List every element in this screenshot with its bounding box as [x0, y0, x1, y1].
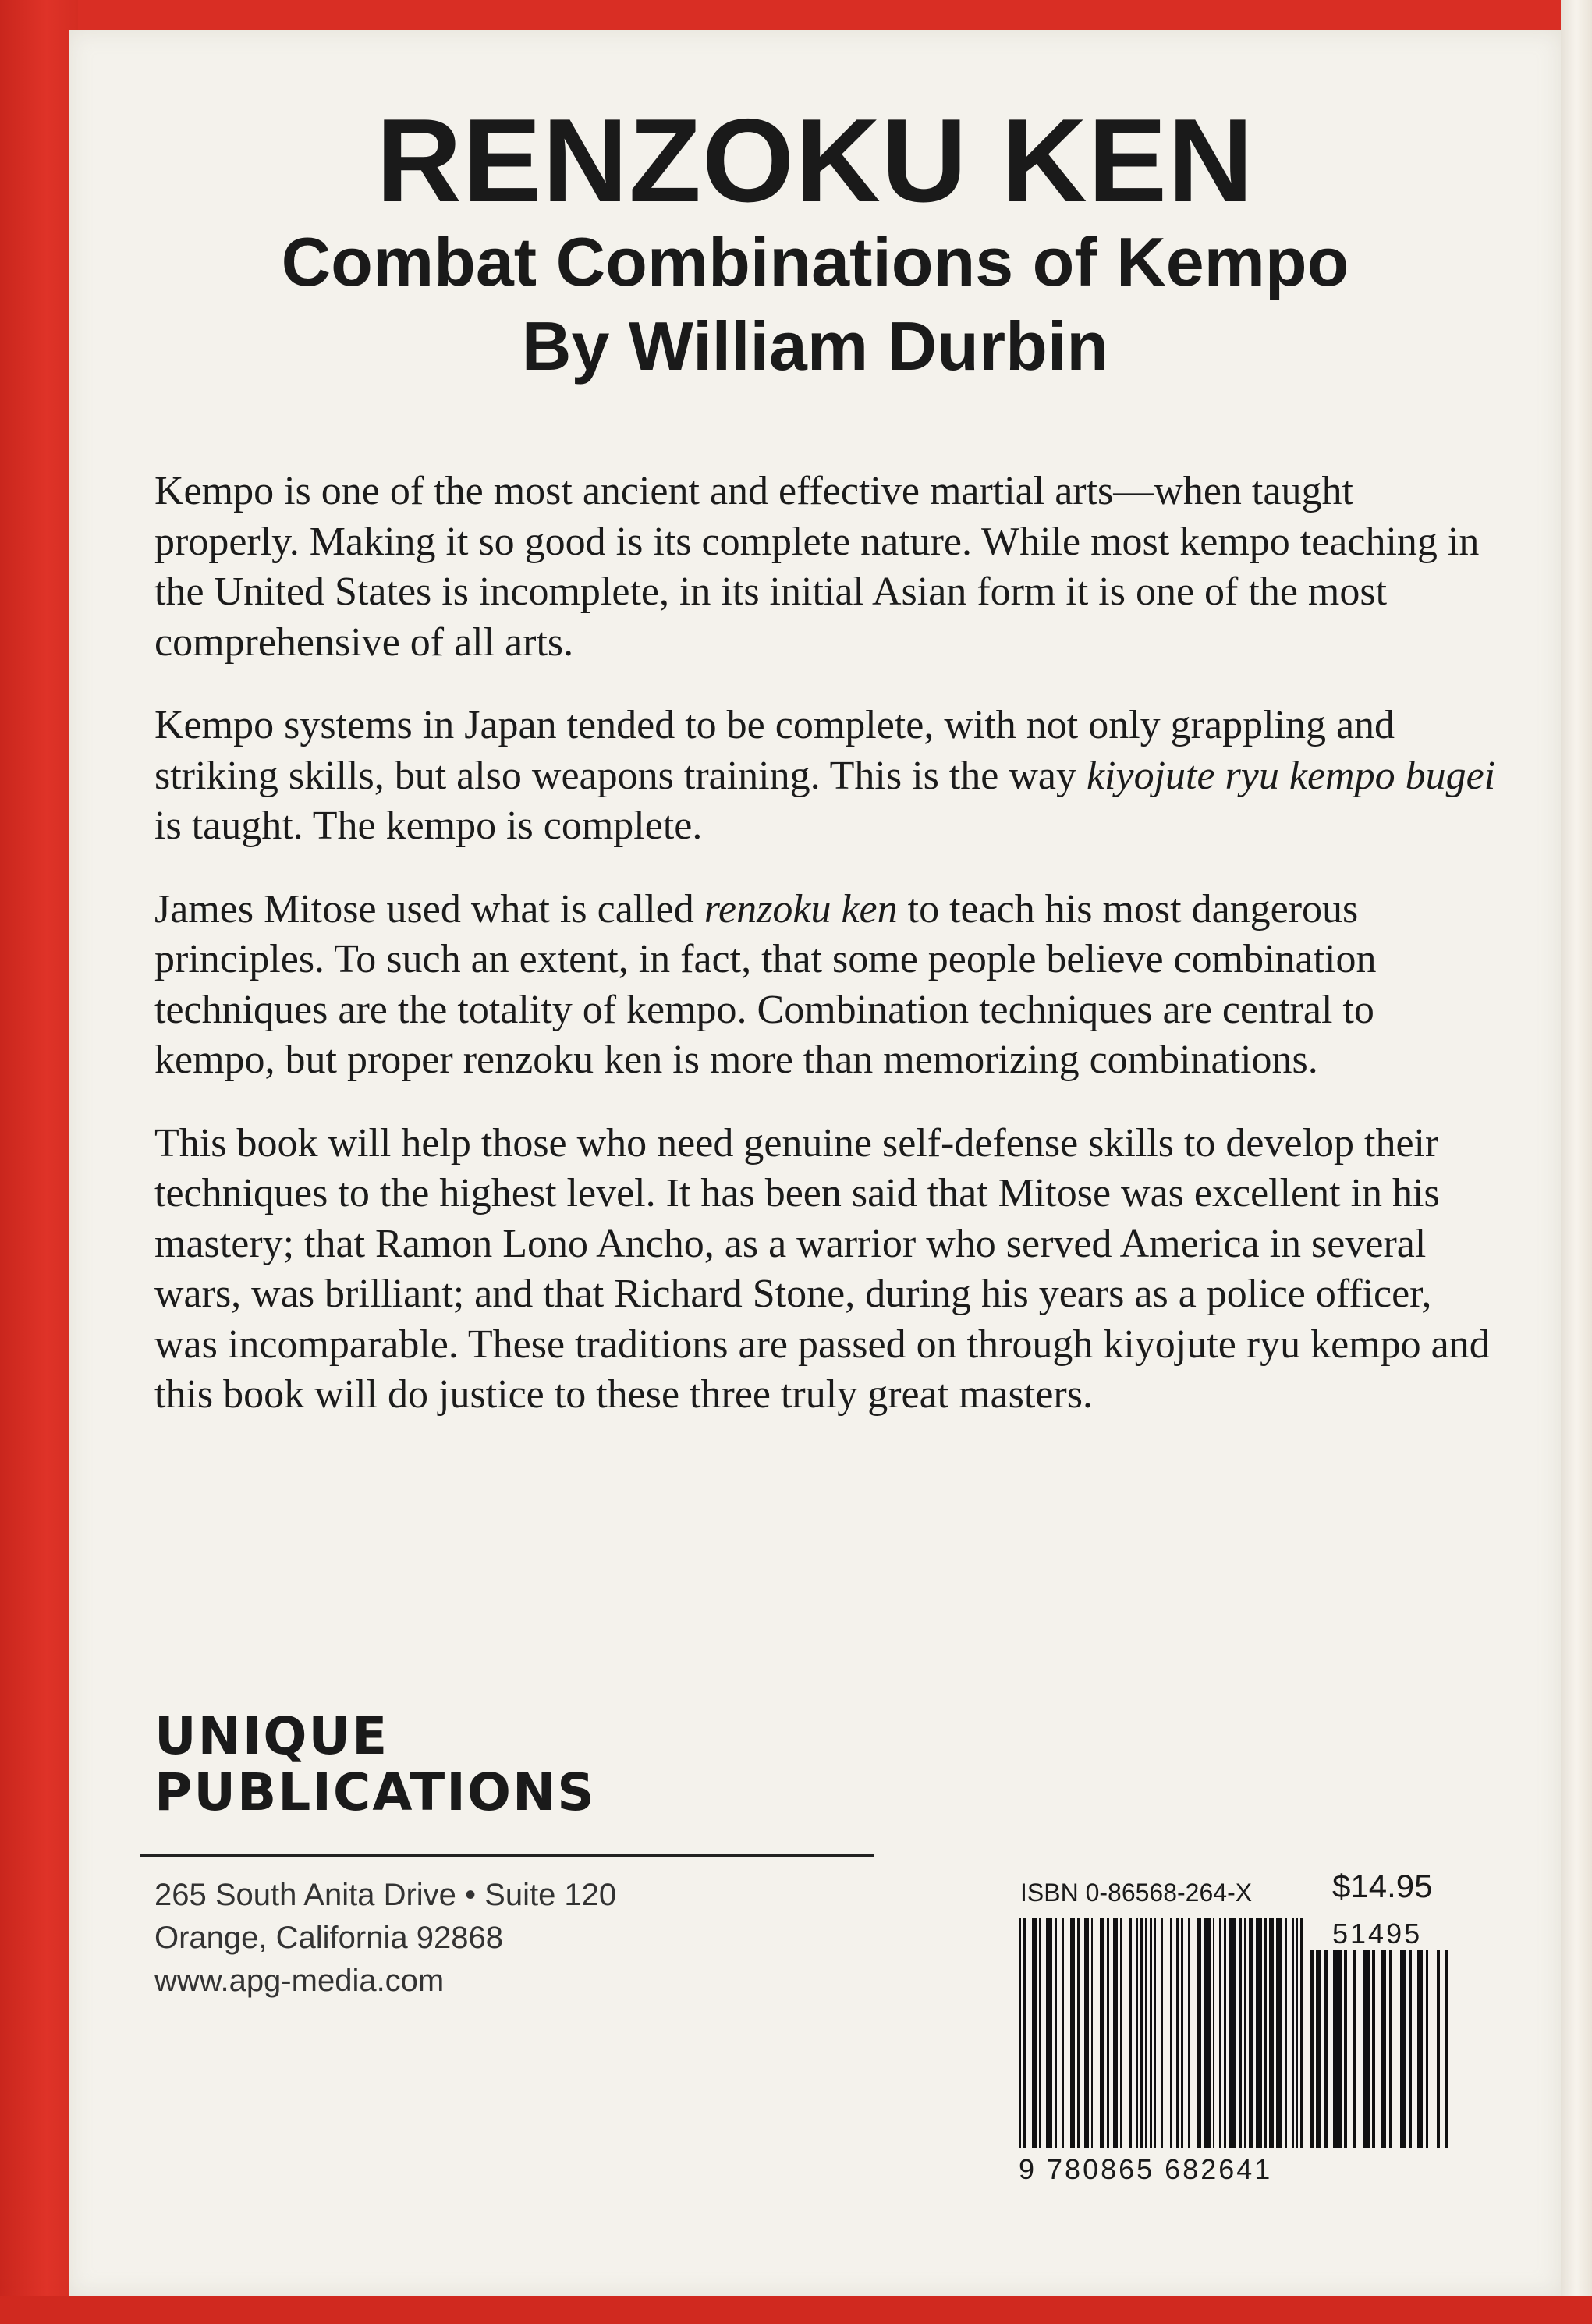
- blurb-paragraph-1: Kempo is one of the most ancient and effective martial arts—when taught properly. Making it so good is its complete nature. While most kempo teaching in the United States is incomplete, in its initial Asian form it is one of the most comprehensive of all arts.: [154, 469, 1480, 665]
- blurb: [154, 467, 1496, 1453]
- publisher-name-line1: UNIQUE: [154, 1706, 389, 1766]
- blurb-italic-term: renzoku ken: [704, 886, 898, 931]
- barcode-bar: [1163, 1918, 1170, 2148]
- address-line-2: Orange, California 92868: [154, 1921, 503, 1955]
- barcode-bar: [1381, 1950, 1386, 2148]
- barcode-bar: [1190, 1918, 1197, 2148]
- publisher-address: [154, 1874, 616, 2003]
- barcode-bar: [1448, 1950, 1451, 2148]
- publisher-name-line2: PUBLICATIONS: [154, 1762, 596, 1822]
- blurb-italic-term: kiyojute ryu kempo bugei: [1086, 753, 1496, 798]
- price-barcode: [1310, 1950, 1451, 2148]
- price-label: $14.95: [1332, 1868, 1433, 1904]
- barcode-bar: [1392, 1950, 1400, 2148]
- barcode-bar: [1276, 1918, 1283, 2148]
- blurb-paragraph-3: [154, 885, 1496, 1086]
- barcode-bar: [1026, 1918, 1033, 2148]
- barcode-bar: [1428, 1950, 1437, 2148]
- blurb-paragraph-2: [154, 701, 1496, 852]
- price-code: 51495: [1332, 1918, 1423, 1950]
- barcode-bar: [1356, 1950, 1364, 2148]
- barcode-bar: [1328, 1950, 1333, 2148]
- cover-red-bottom: [0, 2296, 1592, 2324]
- publisher-website: www.apg-media.com: [154, 1964, 445, 1998]
- blurb-text: James Mitose used what is called: [154, 886, 704, 931]
- book-subtitle: Combat Combinations of Kempo: [281, 223, 1349, 300]
- blurb-text: to teach his most dangerous principles. To such an extent, in fact, that some people believe combination techniques are the totality of kempo. Combination techniques are central to kempo, but proper renzoku ken is more than memorizing combinations.: [154, 886, 1377, 1082]
- barcode-bar: [1363, 1950, 1369, 2148]
- barcode-bar: [1256, 1918, 1263, 2148]
- blurb-text: Kempo systems in Japan tended to be complete, with not only grappling and striking skills, but also weapons training. This is the way: [154, 703, 1395, 798]
- author-line: By William Durbin: [521, 307, 1109, 385]
- barcode-bar: [1347, 1950, 1353, 2148]
- isbn-label: ISBN 0-86568-264-X: [1020, 1879, 1253, 1907]
- cover-red-edge: [0, 0, 78, 2324]
- barcode-bar: [1122, 1918, 1129, 2148]
- barcode-bar: [1400, 1950, 1406, 2148]
- publisher-divider: [140, 1854, 874, 1857]
- barcode-bar: [1046, 1918, 1053, 2148]
- barcode-bar: [1333, 1950, 1342, 2148]
- barcode-bar: [1204, 1918, 1211, 2148]
- barcode-bar: [1417, 1950, 1423, 2148]
- book-title: RENZOKU KEN: [376, 94, 1254, 227]
- barcode-bar: [1316, 1950, 1321, 2148]
- barcode-bar: [1229, 1918, 1236, 2148]
- barcode-bar: [1375, 1950, 1381, 2148]
- barcode-bar: [1440, 1950, 1445, 2148]
- page-edges: [1561, 0, 1592, 2324]
- barcode-bar: [1093, 1918, 1100, 2148]
- ean-digits: 9 780865 682641: [1019, 2153, 1273, 2185]
- address-line-1: 265 South Anita Drive • Suite 120: [154, 1878, 617, 1912]
- publisher-logo: [154, 1708, 596, 1821]
- blurb-text: is taught. The kempo is complete.: [154, 804, 703, 848]
- barcode-bar: [1412, 1950, 1417, 2148]
- ean-barcode: [1019, 1918, 1303, 2148]
- blurb-paragraph-4: This book will help those who need genuine self-defense skills to develop their techniques to the highest level. It has been said that Mitose was excellent in his mastery; that Ramon Lono Ancho, as a warrior who served America in several wars, was brilliant; and that Richard Stone, during his years as a police officer, was incomparable. These traditions are passed on through kiyojute ryu kempo and this book will do justice to these three truly great masters.: [154, 1120, 1490, 1417]
- barcode-bar: [1064, 1918, 1071, 2148]
- barcode-bar: [1300, 1918, 1303, 2148]
